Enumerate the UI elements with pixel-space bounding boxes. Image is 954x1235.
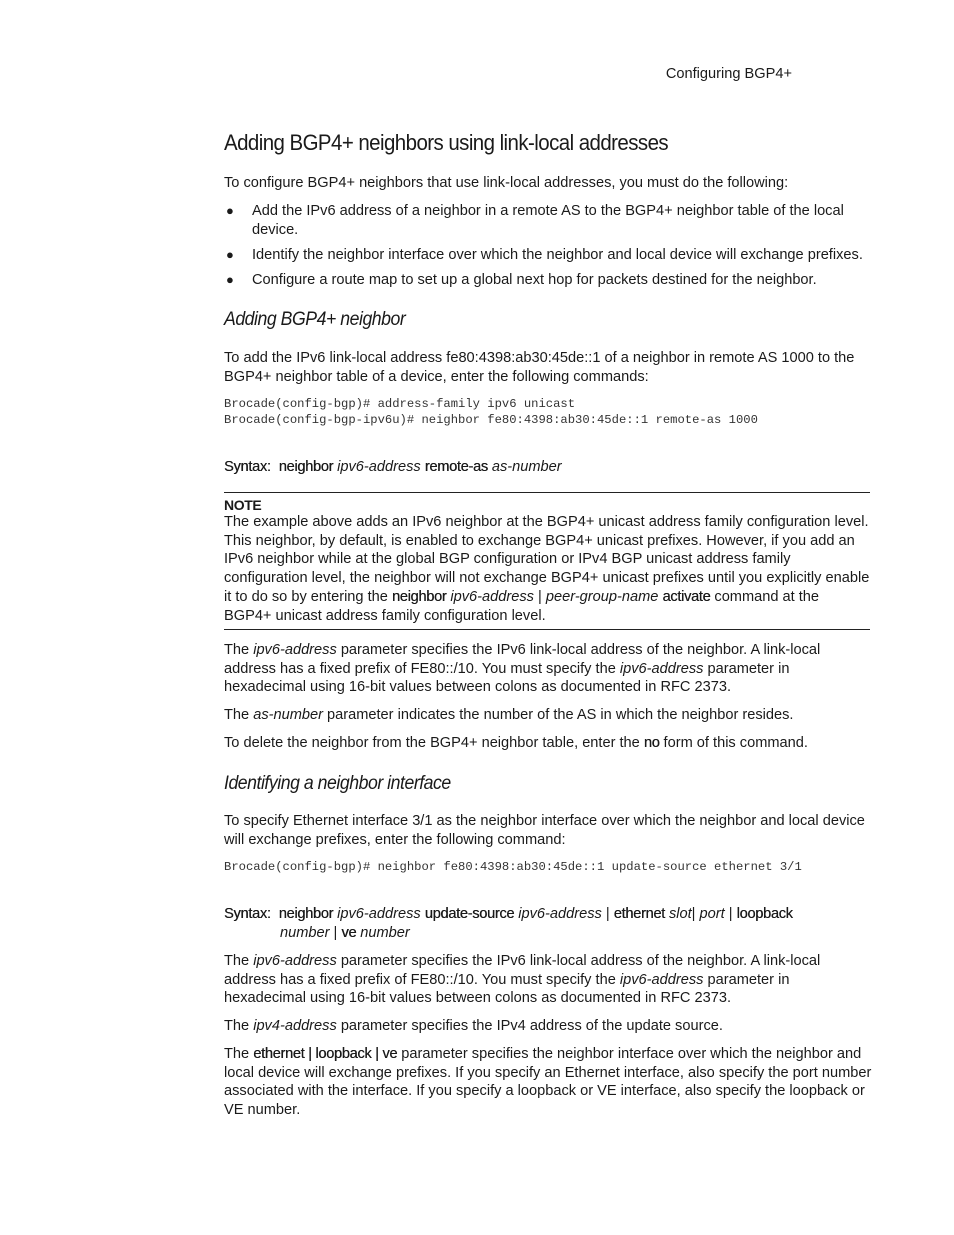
intro-paragraph: To configure BGP4+ neighbors that use link-local addresses, you must do the following: <box>224 175 789 191</box>
interface-type-paragraph: The ethernet | loopback | ve parameter specifies the neighbor interface over which the neighbor and local device will exchange prefixes. If you specify an Ethernet interface, also specify the port number associated with the interface. If you specify a loopback or VE interface, also specify the loopback or VE number. <box>224 1046 872 1119</box>
neighbor-interface-paragraph: To specify Ethernet interface 3/1 as the neighbor interface over which the neighbor and local device will exchange prefixes, enter the following command: <box>224 813 865 848</box>
code-block-update-source: Brocade(config-bgp)# neighbor fe80:4398:ab30:45de::1 update-source ethernet 3/1 <box>224 860 802 874</box>
keyword: neighbor <box>278 459 334 475</box>
add-neighbor-paragraph: To add the IPv6 link-local address fe80:4398:ab30:45de::1 of a neighbor in remote AS 1000 to the BGP4+ neighbor table of a device, enter the following commands: <box>224 350 855 385</box>
requirements-list <box>224 202 872 296</box>
delete-neighbor-paragraph: To delete the neighbor from the BGP4+ neighbor table, enter the no form of this command. <box>224 735 808 751</box>
syntax-update-source: Syntax: neighbor ipv6-address update-source ipv6-address | ethernet slot| port | loopback number | ve number <box>224 906 793 941</box>
section-heading-neighbor-interface: Identifying a neighbor interface <box>224 773 451 794</box>
running-header: Configuring BGP4+ <box>665 66 792 82</box>
note-label: NOTE <box>224 497 262 513</box>
code-line: Brocade(config-bgp-ipv6u)# neighbor fe80:4398:ab30:45de::1 remote-as 1000 <box>224 413 758 427</box>
note-top-rule <box>224 492 870 493</box>
syntax-add-neighbor <box>224 458 872 477</box>
as-number-paragraph: The as-number parameter indicates the number of the AS in which the neighbor resides. <box>224 707 794 723</box>
ipv6-address-paragraph: The ipv6-address parameter specifies the IPv6 link-local address of the neighbor. A link-local address has a fixed prefix of FE80::/10. You must specify the ipv6-address parameter in hexadecimal using 16-bit values between colons as documented in RFC 2373. <box>224 642 821 696</box>
note-bottom-rule <box>224 629 870 630</box>
ipv4-address-paragraph: The ipv4-address parameter specifies the IPv4 address of the update source. <box>224 1018 723 1034</box>
list-item: ● Add the IPv6 address of a neighbor in a remote AS to the BGP4+ neighbor table of the local device. <box>226 203 844 238</box>
list-item: ● Identify the neighbor interface over which the neighbor and local device will exchange prefixes. <box>226 246 863 263</box>
code-line: Brocade(config-bgp)# address-family ipv6 unicast <box>224 397 576 411</box>
code-block-add-neighbor <box>224 396 872 428</box>
syntax-label: Syntax: <box>224 906 271 922</box>
list-item: ● Configure a route map to set up a global next hop for packets destined for the neighbor. <box>226 272 817 289</box>
ipv6-address-paragraph-2: The ipv6-address parameter specifies the IPv6 link-local address of the neighbor. A link-local address has a fixed prefix of FE80::/10. You must specify the ipv6-address parameter in hexadecimal using 16-bit values between colons as documented in RFC 2373. <box>224 953 821 1007</box>
note-text: The example above adds an IPv6 neighbor at the BGP4+ unicast address family configuration level. This neighbor, by default, is enabled to exchange BGP4+ unicast prefixes. However, if you add an IPv6 neighbor while at the global BGP configuration or IPv4 BGP unicast address family configuration level, the neighbor will not exchange BGP4+ unicast prefixes until you explicitly enable it to do so by entering the neighbor ipv6-address | peer-group-name activate command at the BGP4+ unicast address family configuration level. <box>224 514 870 624</box>
argument: as-number <box>491 459 562 475</box>
syntax-label: Syntax: <box>224 459 271 475</box>
page-title: Adding BGP4+ neighbors using link-local addresses <box>224 130 669 155</box>
bullet-icon: ● <box>226 246 234 262</box>
argument: ipv6-address <box>337 459 421 475</box>
keyword: remote-as <box>424 459 488 475</box>
bullet-icon: ● <box>226 272 234 288</box>
section-heading-add-neighbor: Adding BGP4+ neighbor <box>224 309 406 330</box>
bullet-icon: ● <box>226 203 234 218</box>
